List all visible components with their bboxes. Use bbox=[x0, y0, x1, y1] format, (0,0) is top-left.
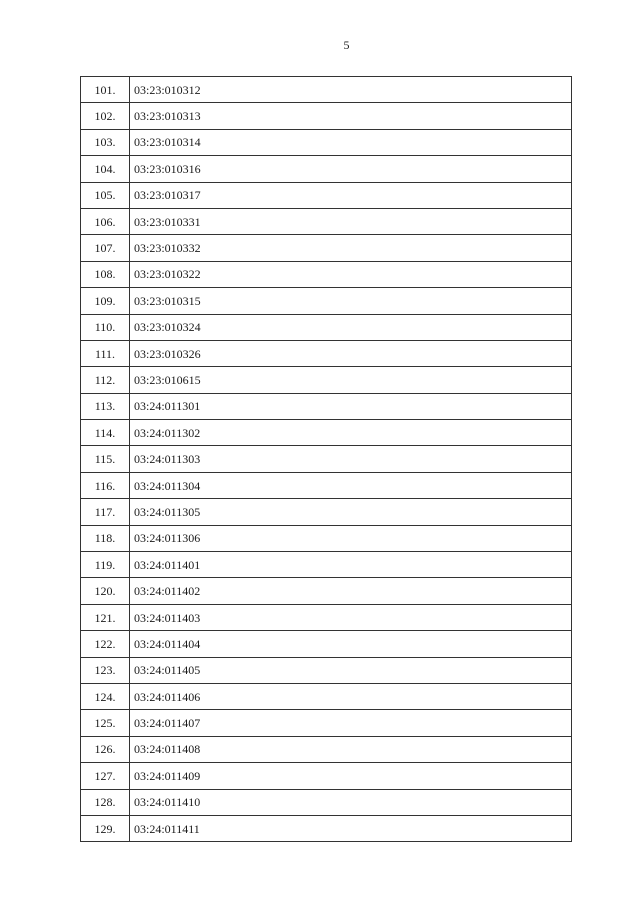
cadastral-code: 03:24:011408 bbox=[130, 736, 572, 762]
table-row bbox=[81, 525, 572, 551]
table-row bbox=[81, 314, 572, 340]
table-row bbox=[81, 340, 572, 366]
row-number: 111. bbox=[81, 340, 130, 366]
row-number: 124. bbox=[81, 683, 130, 709]
row-number: 129. bbox=[81, 815, 130, 841]
cadastral-code: 03:24:011305 bbox=[130, 499, 572, 525]
table-body bbox=[81, 77, 572, 842]
row-number: 114. bbox=[81, 420, 130, 446]
table-row bbox=[81, 367, 572, 393]
page-number: 5 bbox=[343, 38, 350, 52]
cadastral-code: 03:24:011303 bbox=[130, 446, 572, 472]
table-row bbox=[81, 631, 572, 657]
cadastral-code: 03:24:011406 bbox=[130, 683, 572, 709]
row-number: 123. bbox=[81, 657, 130, 683]
row-number: 121. bbox=[81, 604, 130, 630]
row-number: 109. bbox=[81, 288, 130, 314]
row-number: 103. bbox=[81, 129, 130, 155]
table-row bbox=[81, 129, 572, 155]
cadastral-code: 03:24:011407 bbox=[130, 710, 572, 736]
cadastral-code: 03:23:010313 bbox=[130, 103, 572, 129]
row-number: 116. bbox=[81, 472, 130, 498]
table-row bbox=[81, 763, 572, 789]
row-number: 118. bbox=[81, 525, 130, 551]
cadastral-code: 03:24:011304 bbox=[130, 472, 572, 498]
table-row bbox=[81, 103, 572, 129]
table-row bbox=[81, 604, 572, 630]
row-number: 110. bbox=[81, 314, 130, 340]
cadastral-code: 03:23:010331 bbox=[130, 208, 572, 234]
cadastral-code: 03:24:011301 bbox=[130, 393, 572, 419]
cadastral-code: 03:23:010326 bbox=[130, 340, 572, 366]
cadastral-code: 03:23:010315 bbox=[130, 288, 572, 314]
table-row bbox=[81, 815, 572, 841]
table-row bbox=[81, 182, 572, 208]
cadastral-code: 03:23:010312 bbox=[130, 77, 572, 103]
table-row bbox=[81, 235, 572, 261]
row-number: 127. bbox=[81, 763, 130, 789]
table-row bbox=[81, 393, 572, 419]
cadastral-code: 03:23:010615 bbox=[130, 367, 572, 393]
row-number: 106. bbox=[81, 208, 130, 234]
cadastral-code: 03:24:011401 bbox=[130, 552, 572, 578]
table-row bbox=[81, 156, 572, 182]
row-number: 126. bbox=[81, 736, 130, 762]
row-number: 104. bbox=[81, 156, 130, 182]
cadastral-code: 03:23:010316 bbox=[130, 156, 572, 182]
cadastral-code: 03:24:011410 bbox=[130, 789, 572, 815]
table-row bbox=[81, 420, 572, 446]
row-number: 122. bbox=[81, 631, 130, 657]
table-row bbox=[81, 657, 572, 683]
row-number: 119. bbox=[81, 552, 130, 578]
table-row bbox=[81, 288, 572, 314]
cadastral-code: 03:23:010322 bbox=[130, 261, 572, 287]
row-number: 112. bbox=[81, 367, 130, 393]
cadastral-code: 03:24:011403 bbox=[130, 604, 572, 630]
row-number: 101. bbox=[81, 77, 130, 103]
cadastral-code: 03:24:011411 bbox=[130, 815, 572, 841]
table-row bbox=[81, 552, 572, 578]
row-number: 107. bbox=[81, 235, 130, 261]
table-row bbox=[81, 208, 572, 234]
table-row bbox=[81, 77, 572, 103]
table-row bbox=[81, 472, 572, 498]
row-number: 120. bbox=[81, 578, 130, 604]
cadastral-code: 03:24:011302 bbox=[130, 420, 572, 446]
cadastral-code: 03:24:011405 bbox=[130, 657, 572, 683]
cadastral-code: 03:23:010324 bbox=[130, 314, 572, 340]
table-row bbox=[81, 261, 572, 287]
table-row bbox=[81, 578, 572, 604]
row-number: 128. bbox=[81, 789, 130, 815]
table-row bbox=[81, 683, 572, 709]
cadastral-code: 03:24:011402 bbox=[130, 578, 572, 604]
cadastral-code: 03:24:011409 bbox=[130, 763, 572, 789]
table-row bbox=[81, 446, 572, 472]
cadastral-code: 03:23:010332 bbox=[130, 235, 572, 261]
cadastral-code: 03:23:010317 bbox=[130, 182, 572, 208]
cadastral-code: 03:24:011404 bbox=[130, 631, 572, 657]
cadastral-code: 03:23:010314 bbox=[130, 129, 572, 155]
row-number: 102. bbox=[81, 103, 130, 129]
row-number: 117. bbox=[81, 499, 130, 525]
row-number: 108. bbox=[81, 261, 130, 287]
cadastral-code: 03:24:011306 bbox=[130, 525, 572, 551]
row-number: 125. bbox=[81, 710, 130, 736]
table-row bbox=[81, 736, 572, 762]
row-number: 115. bbox=[81, 446, 130, 472]
cadastral-table bbox=[80, 76, 572, 842]
row-number: 113. bbox=[81, 393, 130, 419]
row-number: 105. bbox=[81, 182, 130, 208]
table-row bbox=[81, 499, 572, 525]
table-row bbox=[81, 710, 572, 736]
table-row bbox=[81, 789, 572, 815]
